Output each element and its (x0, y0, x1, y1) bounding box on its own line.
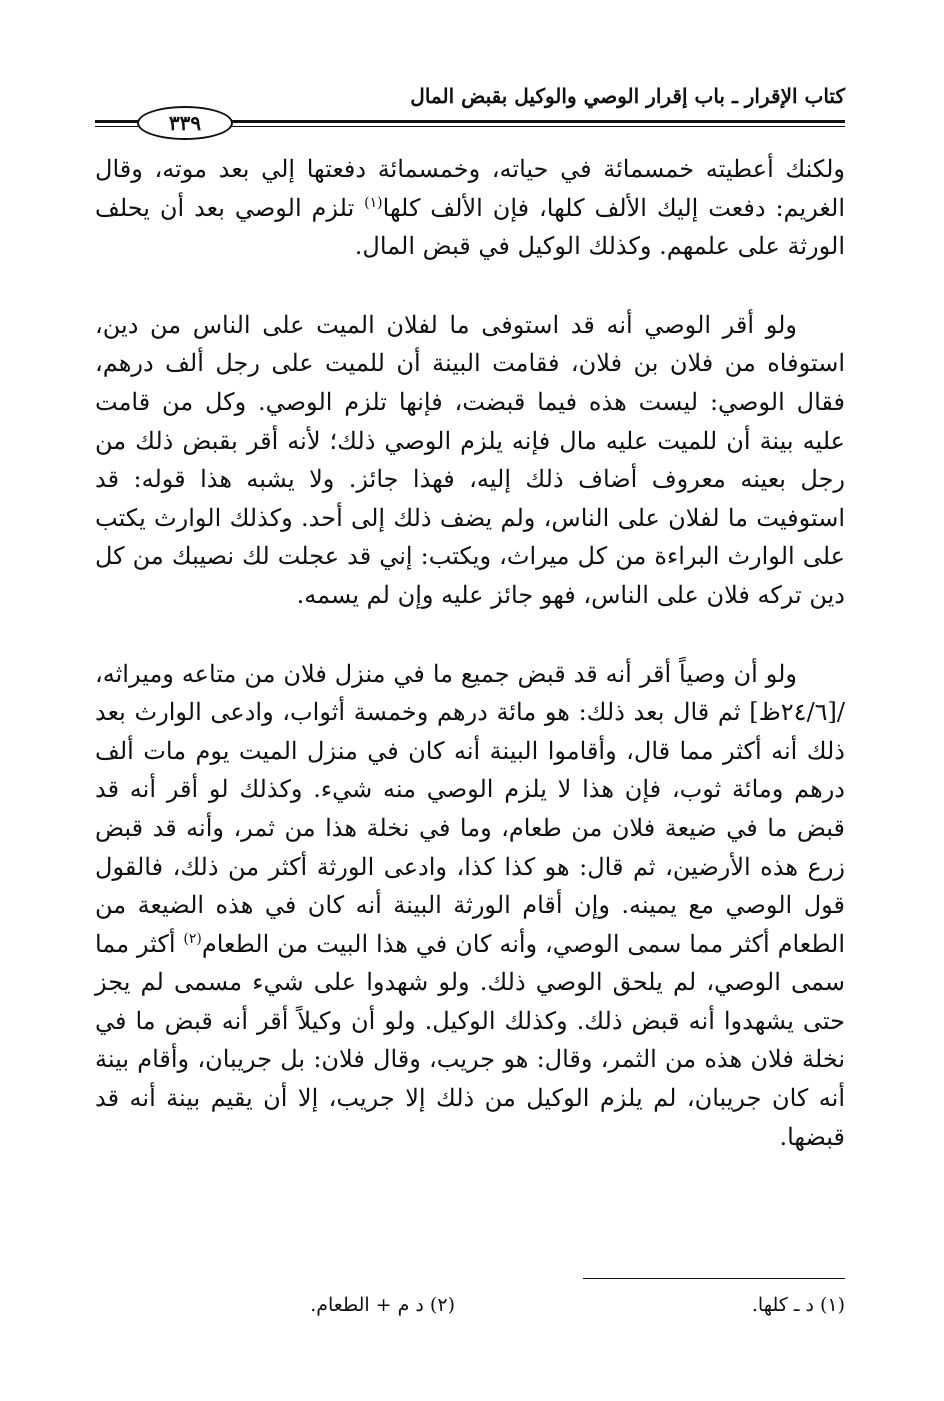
footnotes (95, 1290, 845, 1324)
paragraph-1: ولكنك أعطيته خمسمائة في حياته، وخمسمائة دفعتها إلي بعد موته، وقال الغريم: دفعت إليك الألف كلها، فإن الألف كلها$^{(١)}$ تلزم الوصي بعد أن يحلف الورثة على علمهم. وكذلك الوكيل في قبض المال. (95, 155, 845, 261)
paragraph-3: ولو أن وصياً أقر أنه قد قبض جميع ما في منزل فلان من متاعه وميراثه، /[٢٤/٦ظ] ثم قال بعد ذلك: هو مائة درهم وخمسة أثواب، وادعى الوارث بعد ذلك أنه أكثر مما قال، وأقاموا البينة أنه كان في منزل الميت يوم مات ألف درهم ومائة ثوب، فإن هذا لا يلزم الوصي منه شيء. وكذلك لو أقر أنه قد قبض ما في ضيعة فلان من طعام، وما في نخلة هذا من ثمر، وأنه قد قبض زرع هذه الأرضين، ثم قال: هو كذا كذا، وادعى الورثة أكثر من ذلك، فالقول قول الوصي مع يمينه. وإن أقام الورثة البينة أنه كان في هذه الضيعة من الطعام أكثر مما سمى الوصي، وأنه كان في هذا البيت من الطعام$^{(٢)}$ أكثر مما سمى الوصي، لم يلحق الوصي ذلك. ولو شهدوا على شيء مسمى لم يجز حتى يشهدوا أنه قبض ذلك. وكذلك الوكيل. ولو أن وكيلاً أقر أنه قبض ما في نخلة فلان هذه من الثمر، وقال: هو جريب، وقال فلان: بل جريبان، وأقام بينة أنه كان جريبان، لم يلزم الوكيل من ذلك إلا جريب، إلا أن يقيم بينة أنه قد قبضها. (95, 659, 846, 1151)
page-header (95, 78, 845, 135)
footnote-ref-1: (١) (364, 194, 383, 211)
footnote-1: (١) د ـ كلها. (751, 1294, 845, 1316)
footnote-2: (٢) د م + الطعام. (310, 1294, 455, 1316)
paragraph-gap (95, 615, 845, 655)
running-title: كتاب الإقرار ـ باب إقرار الوصي والوكيل بقبض المال (410, 84, 845, 108)
paragraph-2: ولو أقر الوصي أنه قد استوفى ما لفلان الميت على الناس من دين، استوفاه من فلان بن فلان، فقامت البينة أن للميت على رجل ألف درهم، فقال الوصي: ليست هذه فيما قبضت، فإنها تلزم الوصي. وكل من قامت عليه بينة أن للميت عليه مال فإنه يلزم الوصي ذلك؛ لأنه أقر بقبض ذلك من رجل بعينه معروف أضاف ذلك إليه، فهذا جائز. ولا يشبه هذا قوله: قد استوفيت ما لفلان على الناس، ولم يضف ذلك إلى أحد. وكذلك الوارث يكتب على الوارث البراءة من كل ميراث، ويكتب: إني قد عجلت لك نصيبك من كل دين تركه فلان على الناس، فهو جائز عليه وإن لم يسمه. (95, 310, 845, 609)
page-number: ٣٣٩ (137, 106, 233, 140)
footnote-separator (583, 1278, 845, 1279)
footnote-ref-2: (٢) (183, 930, 202, 947)
paragraph-gap (95, 266, 845, 306)
main-text (95, 150, 845, 1156)
